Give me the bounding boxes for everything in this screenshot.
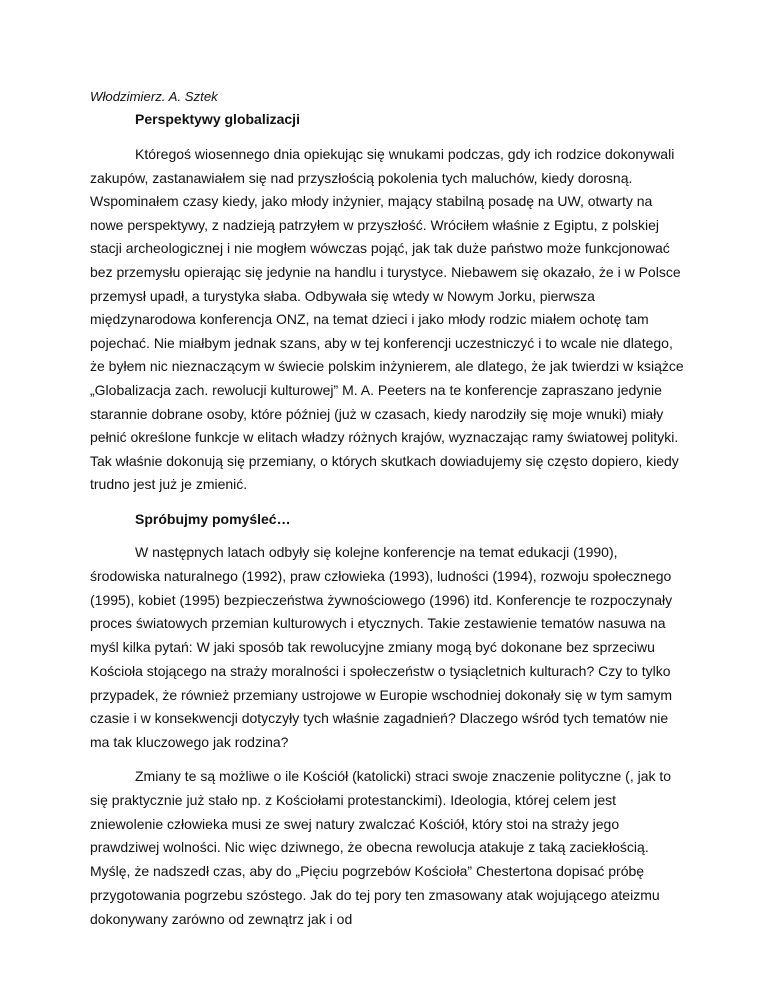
body-paragraph-2: W następnych latach odbyły się kolejne konferencje na temat edukacji (1990), środowiska naturalnego (1992), praw człowieka (1993), ludności (1994), rozwoju społecznego (1995), kobiet (1995) bezpieczeństwa żywnościowego (1996) itd. Konferencje te rozpoczynały proces światowych przemian kulturowych i etycznych. Takie zestawienie tematów nasuwa na myśl kilka pytań: W jaki sposób tak rewolucyjne zmiany mogą być dokonane bez sprzeciwu Kościoła stojącego na straży moralności i społeczeństw o tysiącletnich kulturach? Czy to tylko przypadek, że również przemiany ustrojowe w Europie wschodniej dokonały się w tym samym czasie i w konsekwencji dotyczyły tych właśnie zagadnień? Dlaczego wśród tych tematów nie ma tak kluczowego jak rodzina? (90, 543, 673, 751)
body-paragraph-1: Któregoś wiosennego dnia opiekując się wnukami podczas, gdy ich rodzice dokonywali zakupów, zastanawiałem się nad przyszłością pokolenia tych maluchów, kiedy dorosną. Wspominałem czasy kiedy, jako młody inżynier, mający stabilną posadę na UW, otwarty na nowe perspektywy, z nadzieją patrzyłem w przyszłość. Wróciłem właśnie z Egiptu, z polskiej stacji archeologicznej i nie mogłem wówczas pojąć, jak tak duże państwo może funkcjonować bez przemysłu opierając się jedynie na handlu i turystyce. Niebawem się okazało, że i w Polsce przemysł upadł, a turystyka słaba. Odbywała się wtedy w Nowym Jorku, pierwsza międzynarodowa konferencja ONZ, na temat dzieci i jako młody rodzic miałem ochotę tam pojechać. Nie miałbym jednak szans, aby w tej konferencji uczestniczyć i to wcale nie dlatego, że byłem nic nieznaczącym w świecie polskim inżynierem, ale dlatego, że jak twierdzi w książce „Globalizacja zach. rewolucji kulturowej” M. A. Peeters na te konferencje zapraszano jedynie starannie dobrane osoby, które później (już w czasach, kiedy narodziły się moje wnuki) miały pełnić określone funkcje w elitach władzy różnych krajów, wyznaczając ramy światowej polityki. Tak właśnie dokonują się przemiany, o których skutkach dowiadujemy się często dopiero, kiedy trudno jest już je zmienić. (90, 146, 684, 493)
author-name: Włodzimierz. A. Sztek (90, 89, 218, 104)
document-page (90, 86, 686, 942)
section-subtitle: Spróbujmy pomyśleć… (135, 510, 291, 527)
body-paragraph-3: Zmiany te są możliwe o ile Kościół (katolicki) straci swoje znaczenie polityczne (, jak to się praktycznie już stało np. z Kościołami protestanckimi). Ideologia, której celem jest zniewolenie człowieka musi ze swej natury zwalczać Kościół, który stoi na straży jego prawdziwej wolności. Nic więc dziwnego, że obecna rewolucja atakuje z taką zaciekłością. Myślę, że nadszedł czas, aby do „Pięciu pogrzebów Kościoła” Chestertona dopisać próbę przygotowania pogrzebu szóstego. Jak do tej pory ten zmasowany atak wojującego ateizmu dokonywany zarówno od zewnątrz jak i od (90, 768, 672, 927)
document-title: Perspektywy globalizacji (135, 111, 300, 127)
